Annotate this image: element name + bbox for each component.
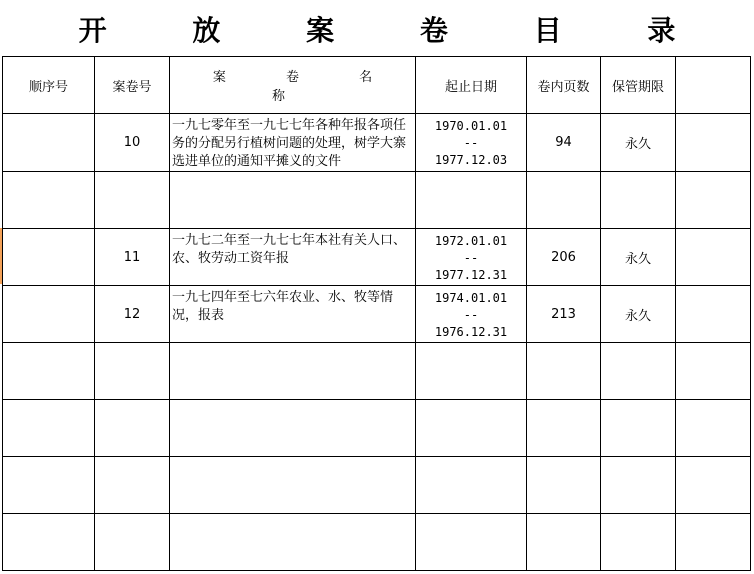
- cell-seq[interactable]: [3, 229, 95, 286]
- cell-pages-text: 213: [551, 306, 576, 322]
- cell-term[interactable]: [601, 172, 676, 229]
- table-row: [3, 172, 751, 229]
- table-row: [3, 343, 751, 400]
- cell-pages[interactable]: [527, 229, 601, 286]
- cell-term[interactable]: [601, 343, 676, 400]
- column-header-term[interactable]: 保管期限: [601, 57, 676, 114]
- cell-extra[interactable]: [676, 286, 751, 343]
- cell-term[interactable]: [601, 400, 676, 457]
- header-row: [3, 57, 751, 114]
- cell-date-text: [416, 457, 526, 461]
- cell-term[interactable]: [601, 114, 676, 172]
- table-row: [3, 114, 751, 172]
- column-header-name-label: 案 卷 名 称: [212, 70, 401, 104]
- cell-extra[interactable]: [676, 400, 751, 457]
- cell-volume-text: 11: [123, 249, 141, 265]
- cell-name[interactable]: [170, 343, 416, 400]
- cell-term-text: 永久: [624, 251, 651, 267]
- cell-seq[interactable]: [3, 457, 95, 514]
- cell-term-text: 永久: [624, 137, 651, 152]
- cell-name-text: 一九七四年至七六年农业、水、牧等情况，报表: [172, 290, 394, 323]
- cell-extra[interactable]: [676, 229, 751, 286]
- cell-date-text: [416, 343, 526, 347]
- cell-volume[interactable]: [95, 286, 170, 343]
- cell-pages-text: 94: [555, 135, 572, 150]
- table-row: [3, 514, 751, 571]
- cell-seq[interactable]: [3, 286, 95, 343]
- cell-pages[interactable]: [527, 286, 601, 343]
- cell-term[interactable]: [601, 286, 676, 343]
- cell-extra[interactable]: [676, 343, 751, 400]
- cell-name[interactable]: [170, 172, 416, 229]
- cell-name-text: [170, 343, 415, 346]
- cell-term[interactable]: [601, 514, 676, 571]
- cell-volume[interactable]: [95, 457, 170, 514]
- cell-name[interactable]: [170, 286, 416, 343]
- cell-name-text: [170, 514, 415, 517]
- cell-date[interactable]: [416, 457, 527, 514]
- column-header-volume[interactable]: 案卷号: [95, 57, 170, 114]
- column-header-date[interactable]: 起止日期: [416, 57, 527, 114]
- cell-name-text: 一九七零年至一九七七年各种年报各项任务的分配另行植树问题的处理，树学大寨选进单位的通知平摊义的文件: [172, 118, 407, 169]
- cell-name[interactable]: [170, 229, 416, 286]
- cell-name-text: [170, 400, 415, 403]
- column-header-extra[interactable]: [676, 57, 751, 114]
- cell-date[interactable]: [416, 286, 527, 343]
- cell-date-text: 1972.01.01 -- 1977.12.31: [434, 234, 508, 282]
- column-header-name[interactable]: [170, 57, 416, 114]
- cell-volume[interactable]: [95, 343, 170, 400]
- cell-name[interactable]: [170, 457, 416, 514]
- cell-date[interactable]: [416, 172, 527, 229]
- cell-volume[interactable]: [95, 114, 170, 172]
- cell-pages[interactable]: [527, 400, 601, 457]
- cell-name[interactable]: [170, 400, 416, 457]
- cell-extra[interactable]: [676, 114, 751, 172]
- cell-date-text: [416, 400, 526, 404]
- cell-seq[interactable]: [3, 172, 95, 229]
- cell-date[interactable]: [416, 514, 527, 571]
- cell-seq[interactable]: [3, 343, 95, 400]
- cell-pages[interactable]: [527, 172, 601, 229]
- cell-name-text: 一九七二年至一九七七年本社有关人口、农、牧劳动工资年报: [172, 233, 407, 266]
- cell-date-text: 1970.01.01 -- 1977.12.03: [434, 119, 508, 167]
- cell-pages[interactable]: [527, 457, 601, 514]
- cell-date[interactable]: [416, 400, 527, 457]
- cell-volume-text: 12: [123, 306, 141, 322]
- cell-name[interactable]: [170, 514, 416, 571]
- cell-seq[interactable]: [3, 400, 95, 457]
- cell-volume-text: 10: [123, 135, 141, 150]
- cell-seq[interactable]: [3, 114, 95, 172]
- cell-date-text: 1974.01.01 -- 1976.12.31: [434, 291, 508, 339]
- column-header-pages[interactable]: 卷内页数: [527, 57, 601, 114]
- column-header-seq[interactable]: 顺序号: [3, 57, 95, 114]
- cell-term-text: 永久: [624, 308, 651, 324]
- cell-seq[interactable]: [3, 514, 95, 571]
- cell-name-text: [170, 172, 415, 175]
- cell-pages[interactable]: [527, 114, 601, 172]
- cell-extra[interactable]: [676, 172, 751, 229]
- cell-extra[interactable]: [676, 514, 751, 571]
- cell-pages-text: 206: [551, 249, 576, 265]
- cell-name[interactable]: [170, 114, 416, 172]
- cell-extra[interactable]: [676, 457, 751, 514]
- catalog-table: [2, 56, 751, 571]
- cell-date[interactable]: [416, 229, 527, 286]
- cell-volume[interactable]: [95, 172, 170, 229]
- cell-volume[interactable]: [95, 229, 170, 286]
- cell-term[interactable]: [601, 457, 676, 514]
- table-row: [3, 400, 751, 457]
- table-row: [3, 457, 751, 514]
- cell-date[interactable]: [416, 343, 527, 400]
- cell-term[interactable]: [601, 229, 676, 286]
- cell-volume[interactable]: [95, 514, 170, 571]
- cell-date[interactable]: [416, 114, 527, 172]
- cell-name-text: [170, 457, 415, 460]
- table-row: [3, 229, 751, 286]
- cell-volume[interactable]: [95, 400, 170, 457]
- table-row: [3, 286, 751, 343]
- cell-pages[interactable]: [527, 343, 601, 400]
- cell-date-text: [416, 172, 526, 176]
- cell-pages[interactable]: [527, 514, 601, 571]
- page-title: 开 放 案 卷 目 录: [78, 13, 714, 47]
- cell-date-text: [416, 514, 526, 518]
